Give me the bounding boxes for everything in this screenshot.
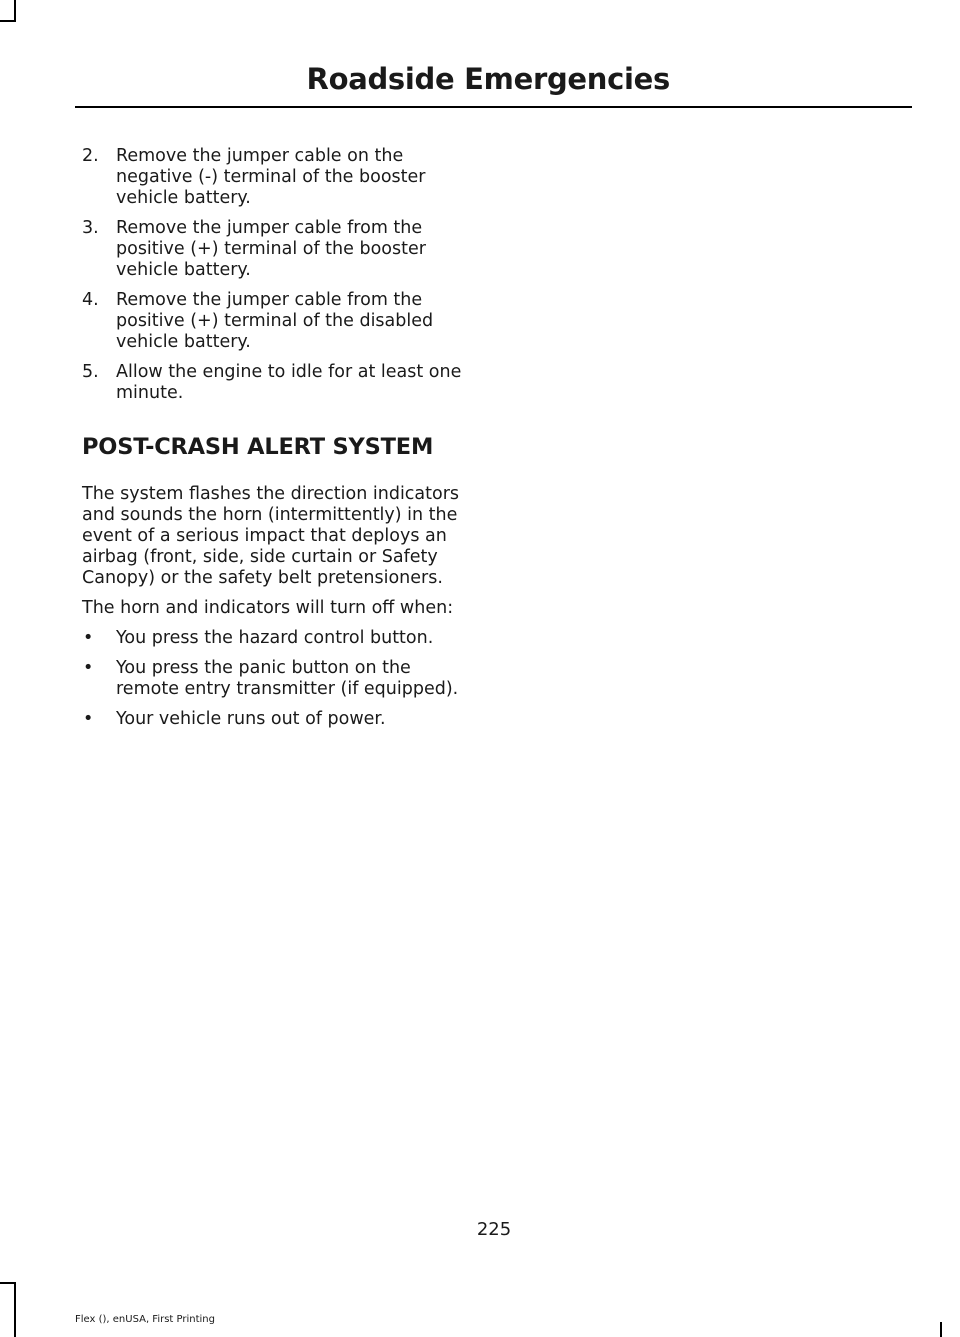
step-item <box>82 218 474 281</box>
step-text: Allow the engine to idle for at least one minute. <box>116 362 462 403</box>
step-item <box>82 290 474 353</box>
step-number: 5. <box>82 362 99 382</box>
step-number: 3. <box>82 218 99 238</box>
section-paragraph-description: The system flashes the direction indicators and sounds the horn (intermittently) in the event of a serious impact that deploys an airbag (front, side, side curtain or Safety Canopy) or the safety belt pretensioners. <box>82 484 460 588</box>
bullet-marker: • <box>83 628 94 648</box>
crop-mark-top-left-horizontal <box>0 20 16 22</box>
bullet-marker: • <box>83 658 94 678</box>
list-item-text: You press the hazard control button. <box>116 628 434 648</box>
page-header-title: Roadside Emergencies <box>306 62 670 96</box>
main-content <box>82 146 474 739</box>
list-item <box>82 658 474 700</box>
printing-info: Flex (), enUSA, First Printing <box>75 1314 215 1325</box>
step-number: 2. <box>82 146 99 166</box>
crop-mark-top-left-vertical <box>14 0 16 22</box>
section-heading: POST-CRASH ALERT SYSTEM <box>82 434 434 460</box>
list-item-text: You press the panic button on the remote entry transmitter (if equipped). <box>116 658 459 699</box>
crop-mark-bottom-right-vertical <box>940 1322 942 1337</box>
jumper-cable-steps <box>82 146 474 404</box>
list-item <box>82 628 474 649</box>
turn-off-conditions-list <box>82 628 474 730</box>
list-item-text: Your vehicle runs out of power. <box>116 709 386 729</box>
step-number: 4. <box>82 290 99 310</box>
list-item <box>82 709 474 730</box>
step-item <box>82 146 474 209</box>
bullet-marker: • <box>83 709 94 729</box>
step-text: Remove the jumper cable from the positive (+) terminal of the booster vehicle battery. <box>116 218 426 280</box>
step-item <box>82 362 474 404</box>
section-paragraph-turn-off: The horn and indicators will turn off when: <box>82 598 454 618</box>
crop-mark-bottom-left-horizontal <box>0 1282 16 1284</box>
step-text: Remove the jumper cable on the negative (-) terminal of the booster vehicle battery. <box>116 146 426 208</box>
page-number: 225 <box>476 1219 512 1240</box>
crop-mark-bottom-left-vertical <box>14 1282 16 1337</box>
step-text: Remove the jumper cable from the positive (+) terminal of the disabled vehicle battery. <box>116 290 434 352</box>
header-divider <box>75 106 912 108</box>
